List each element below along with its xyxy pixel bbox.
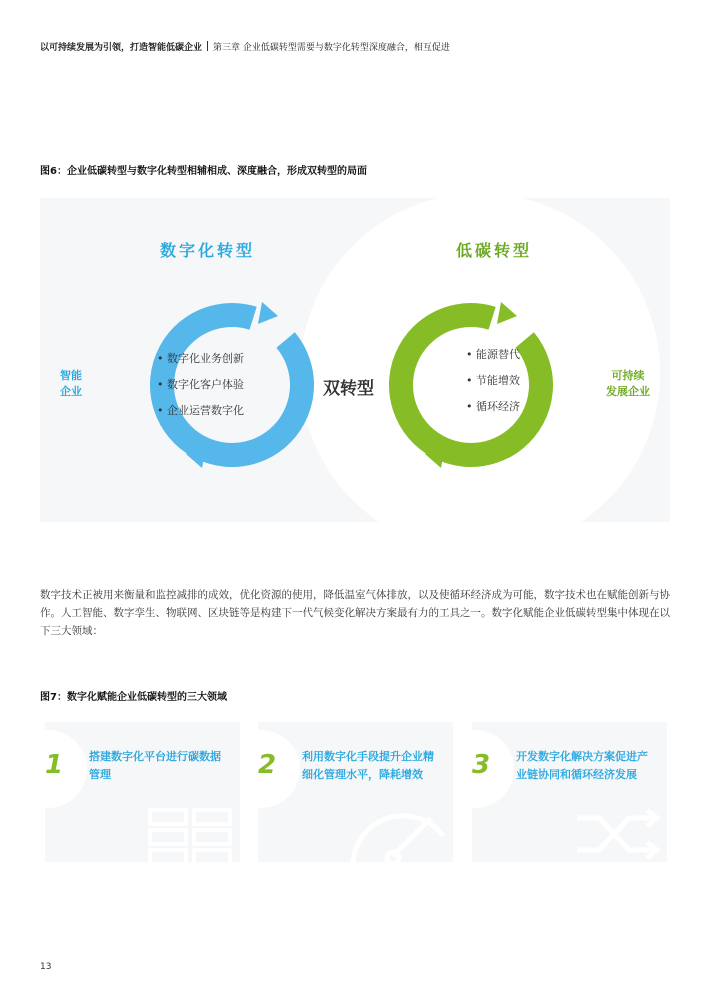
bullet-item: • 数字化业务创新: [157, 346, 244, 372]
gauge-icon: [323, 806, 453, 862]
smart-enterprise-label: 智能 企业: [60, 369, 82, 398]
figure6-title: 图6：企业低碳转型与数字化转型相辅相成、深度融合，形成双转型的局面: [40, 166, 367, 177]
figure7-title: 图7：数字化赋能企业低碳转型的三大领域: [40, 692, 227, 703]
digital-transformation-title: 数字化转型: [160, 241, 256, 260]
dual-transformation-diagram: [40, 198, 670, 522]
shuffle-icon: [537, 806, 667, 862]
digital-bullets: [157, 346, 244, 424]
bullet-item: • 节能增效: [466, 368, 520, 394]
lowcarbon-bullets: [466, 342, 520, 420]
running-header: [40, 40, 450, 53]
header-chapter: 第三章 企业低碳转型需要与数字化转型深度融合，相互促进: [213, 43, 450, 53]
card-number: 3: [472, 750, 491, 780]
bullet-item: • 循环经济: [466, 394, 520, 420]
bullet-item: • 企业运营数字化: [157, 398, 244, 424]
figure6-panel: [40, 198, 670, 522]
header-separator: [207, 41, 208, 51]
body-paragraph: 数字技术正被用来衡量和监控减排的成效，优化资源的使用，降低温室气体排放，以及使循环经济成为可能，数字技术也在赋能创新与协作。人工智能、数字孪生、物联网、区块链等是构建下一代气候变化解决方案最有力的工具之一。数字化赋能企业低碳转型集中体现在以下三大领域：: [40, 589, 670, 637]
card-number: 1: [45, 750, 64, 780]
sustainable-enterprise-label: 可持续 发展企业: [606, 369, 650, 398]
server-rack-icon: [110, 806, 240, 862]
bullet-item: • 能源替代: [466, 342, 520, 368]
dual-transformation-label: 双转型: [323, 379, 374, 399]
card-text: 利用数字化手段提升企业精细化管理水平，降耗增效: [302, 750, 434, 781]
domain-card-1: [45, 722, 240, 862]
header-bold: 以可持续发展为引领，打造智能低碳企业: [40, 43, 203, 53]
domain-card-2: [258, 722, 453, 862]
page-number: 13: [40, 962, 52, 972]
lowcarbon-transformation-title: 低碳转型: [456, 241, 533, 260]
card-number: 2: [258, 750, 277, 780]
card-text: 搭建数字化平台进行碳数据管理: [89, 750, 221, 781]
domain-card-3: [472, 722, 667, 862]
card-text: 开发数字化解决方案促进产业链协同和循环经济发展: [516, 750, 648, 781]
bullet-item: • 数字化客户体验: [157, 372, 244, 398]
